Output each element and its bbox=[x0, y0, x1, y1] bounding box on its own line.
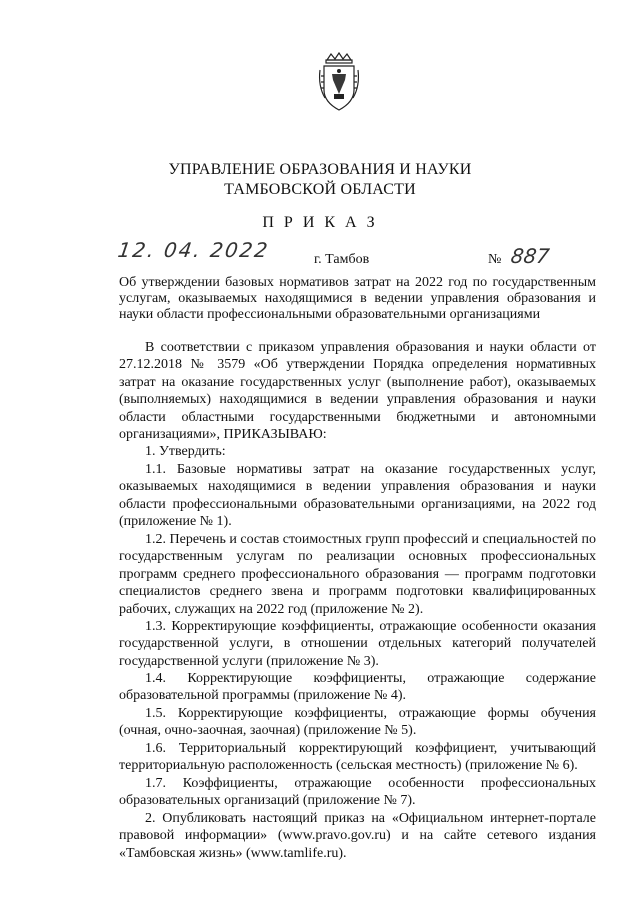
paragraph-preamble: В соответствии с приказом управления образования и науки области от 27.12.2018 № 3579 «Об утверждении Порядка определения нормативных затрат на оказание государственных услуг (выполнение работ), оказываемых (выполняемых) находящимися в ведении управления образования и науки области областными государственными бюджетными и автономными организациями», ПРИКАЗЫВАЮ: bbox=[119, 340, 596, 443]
document-date-handwritten: 12. 04. 2022 bbox=[116, 238, 271, 262]
paragraph-1-7: 1.7. Коэффициенты, отражающие особенности профессиональных образовательных организаций (приложение № 7). bbox=[119, 776, 596, 809]
document-subject: Об утверждении базовых нормативов затрат на 2022 год по государственным услугам, оказываемых находящимися в ведении управления образования и науки области профессиональными образовательными организациями bbox=[119, 275, 596, 322]
organization-name-line-2: ТАМБОВСКОЙ ОБЛАСТИ bbox=[224, 181, 416, 198]
coat-of-arms-emblem bbox=[317, 50, 361, 114]
document-number bbox=[488, 244, 549, 268]
document-number-handwritten: 887 bbox=[509, 244, 551, 268]
paragraph-1-2: 1.2. Перечень и состав стоимостных групп профессий и специальностей по государственным услугам по реализации основных профессиональных программ среднего профессионального образования — программ подготовки специалистов среднего звена и программ подготовки квалифицированных рабочих, служащих на 2022 год (приложение № 2). bbox=[119, 532, 596, 617]
document-city: г. Тамбов bbox=[314, 252, 370, 267]
document-type-title: П Р И К А З bbox=[262, 214, 378, 231]
paragraph-1-1: 1.1. Базовые нормативы затрат на оказание государственных услуг, оказываемых находящимися в ведении управления образования и науки области профессиональными образовательными организациями, на 2022 год (приложение № 1). bbox=[119, 462, 596, 530]
paragraph-1-4: 1.4. Корректирующие коэффициенты, отражающие содержание образовательной программы (приложение № 4). bbox=[119, 671, 596, 704]
paragraph-1: 1. Утвердить: bbox=[145, 444, 226, 459]
paragraph-1-3: 1.3. Корректирующие коэффициенты, отражающие особенности оказания государственной услуги, в отношении отдельных категорий получателей государственной услуги (приложение № 3). bbox=[119, 619, 596, 669]
document-number-prefix: № bbox=[488, 252, 502, 267]
paragraph-1-6: 1.6. Территориальный корректирующий коэффициент, учитывающий территориальную расположенность (сельская местность) (приложение № 6). bbox=[119, 741, 596, 774]
organization-name-line-1: УПРАВЛЕНИЕ ОБРАЗОВАНИЯ И НАУКИ bbox=[168, 161, 472, 178]
paragraph-2: 2. Опубликовать настоящий приказ на «Официальном интернет-портале правовой информации» (www.pravo.gov.ru) и на сайте сетевого издания «Тамбовская жизнь» (www.tamlife.ru). bbox=[119, 811, 596, 861]
paragraph-1-5: 1.5. Корректирующие коэффициенты, отражающие формы обучения (очная, очно-заочная, заочная) (приложение № 5). bbox=[119, 706, 596, 739]
